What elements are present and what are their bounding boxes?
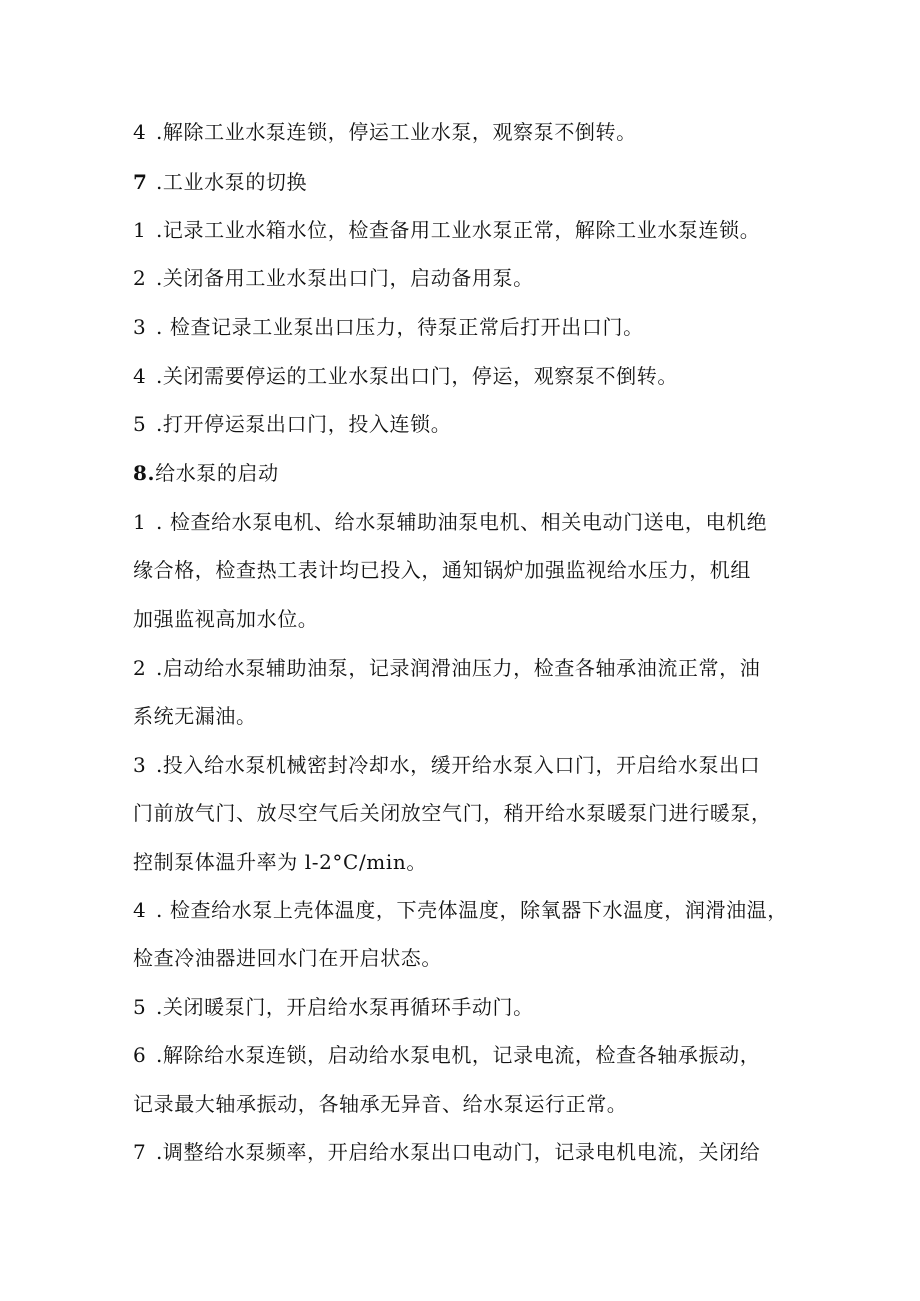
section-heading-7	[133, 170, 307, 194]
step-number: 3	[133, 753, 147, 777]
step-text: .调整给水泵频率，开启给水泵出口电动门，记录电机电流，关闭给	[149, 1140, 761, 1164]
step-2-line-1	[133, 656, 760, 680]
step-4-close-stop	[133, 364, 678, 388]
step-text: 加强监视高加水位。	[133, 607, 319, 631]
step-text: 门前放气门、放尽空气后关闭放空气门，稍开给水泵暖泵门进行暖泵，	[133, 801, 772, 825]
section-number: 7	[133, 170, 148, 194]
step-text: .记录工业水箱水位，检查备用工业水泵正常，解除工业水泵连锁。	[149, 218, 761, 242]
step-4-stop-industrial-pump	[133, 120, 637, 144]
step-number: 6	[133, 1043, 147, 1067]
step-1-record-level	[133, 218, 760, 242]
step-text: .关闭暖泵门，开启给水泵再循环手动门。	[149, 995, 534, 1019]
step-text: . 检查给水泵电机、给水泵辅助油泵电机、相关电动门送电，电机绝	[149, 510, 768, 534]
step-number: 3	[133, 315, 147, 339]
step-number: 1	[133, 218, 147, 242]
step-text: .解除给水泵连锁，启动给水泵电机，记录电流，检查各轴承振动，	[149, 1043, 761, 1067]
step-text: .打开停运泵出口门，投入连锁。	[149, 412, 452, 436]
step-1-line-2	[133, 558, 751, 582]
step-number: 1	[133, 510, 147, 534]
step-number: 4	[133, 898, 147, 922]
step-6-line-1	[133, 1043, 760, 1067]
step-text: 记录最大轴承振动，各轴承无异音、给水泵运行正常。	[133, 1092, 628, 1116]
section-heading-8	[133, 461, 279, 485]
step-text: .关闭需要停运的工业水泵出口门，停运，观察泵不倒转。	[149, 364, 678, 388]
step-number: 5	[133, 412, 147, 436]
section-title: 给水泵的启动	[155, 461, 279, 485]
step-5-close-warmup	[133, 995, 534, 1019]
step-1-line-3	[133, 607, 318, 631]
step-2-line-2	[133, 704, 257, 728]
step-text: 检查冷油器进回水门在开启状态。	[133, 946, 442, 970]
step-1-line-1	[133, 510, 767, 534]
step-number: 2	[133, 266, 147, 290]
step-text: .启动给水泵辅助油泵，记录润滑油压力，检查各轴承油流正常，油	[149, 656, 761, 680]
step-text: . 检查给水泵上壳体温度，下壳体温度，除氧器下水温度，润滑油温，	[149, 898, 788, 922]
step-6-line-2	[133, 1092, 627, 1116]
section-title: .工业水泵的切换	[149, 170, 308, 194]
step-number: 4	[133, 364, 147, 388]
step-text: 系统无漏油。	[133, 704, 257, 728]
step-4-line-2	[133, 946, 442, 970]
step-3-line-1	[133, 753, 760, 777]
step-number: 7	[133, 1140, 147, 1164]
step-5-open-interlock	[133, 412, 451, 436]
step-3-check-pressure	[133, 315, 644, 339]
step-3-line-3	[133, 850, 427, 874]
step-text: 控制泵体温升率为 l-2°C/min。	[133, 850, 427, 874]
step-number: 2	[133, 656, 147, 680]
step-text: . 检查记录工业泵出口压力，待泵正常后打开出口门。	[149, 315, 644, 339]
step-text: .解除工业水泵连锁，停运工业水泵，观察泵不倒转。	[149, 120, 637, 144]
step-number: 4	[133, 120, 147, 144]
section-number: 8.	[133, 461, 156, 485]
step-3-line-2	[133, 801, 772, 825]
step-text: 缘合格，检查热工表计均已投入，通知锅炉加强监视给水压力，机组	[133, 558, 751, 582]
step-4-line-1	[133, 898, 788, 922]
step-7-line-1	[133, 1140, 760, 1164]
step-text: .投入给水泵机械密封冷却水，缓开给水泵入口门，开启给水泵出口	[149, 753, 761, 777]
step-2-close-outlet	[133, 266, 534, 290]
step-number: 5	[133, 995, 147, 1019]
step-text: .关闭备用工业水泵出口门，启动备用泵。	[149, 266, 534, 290]
